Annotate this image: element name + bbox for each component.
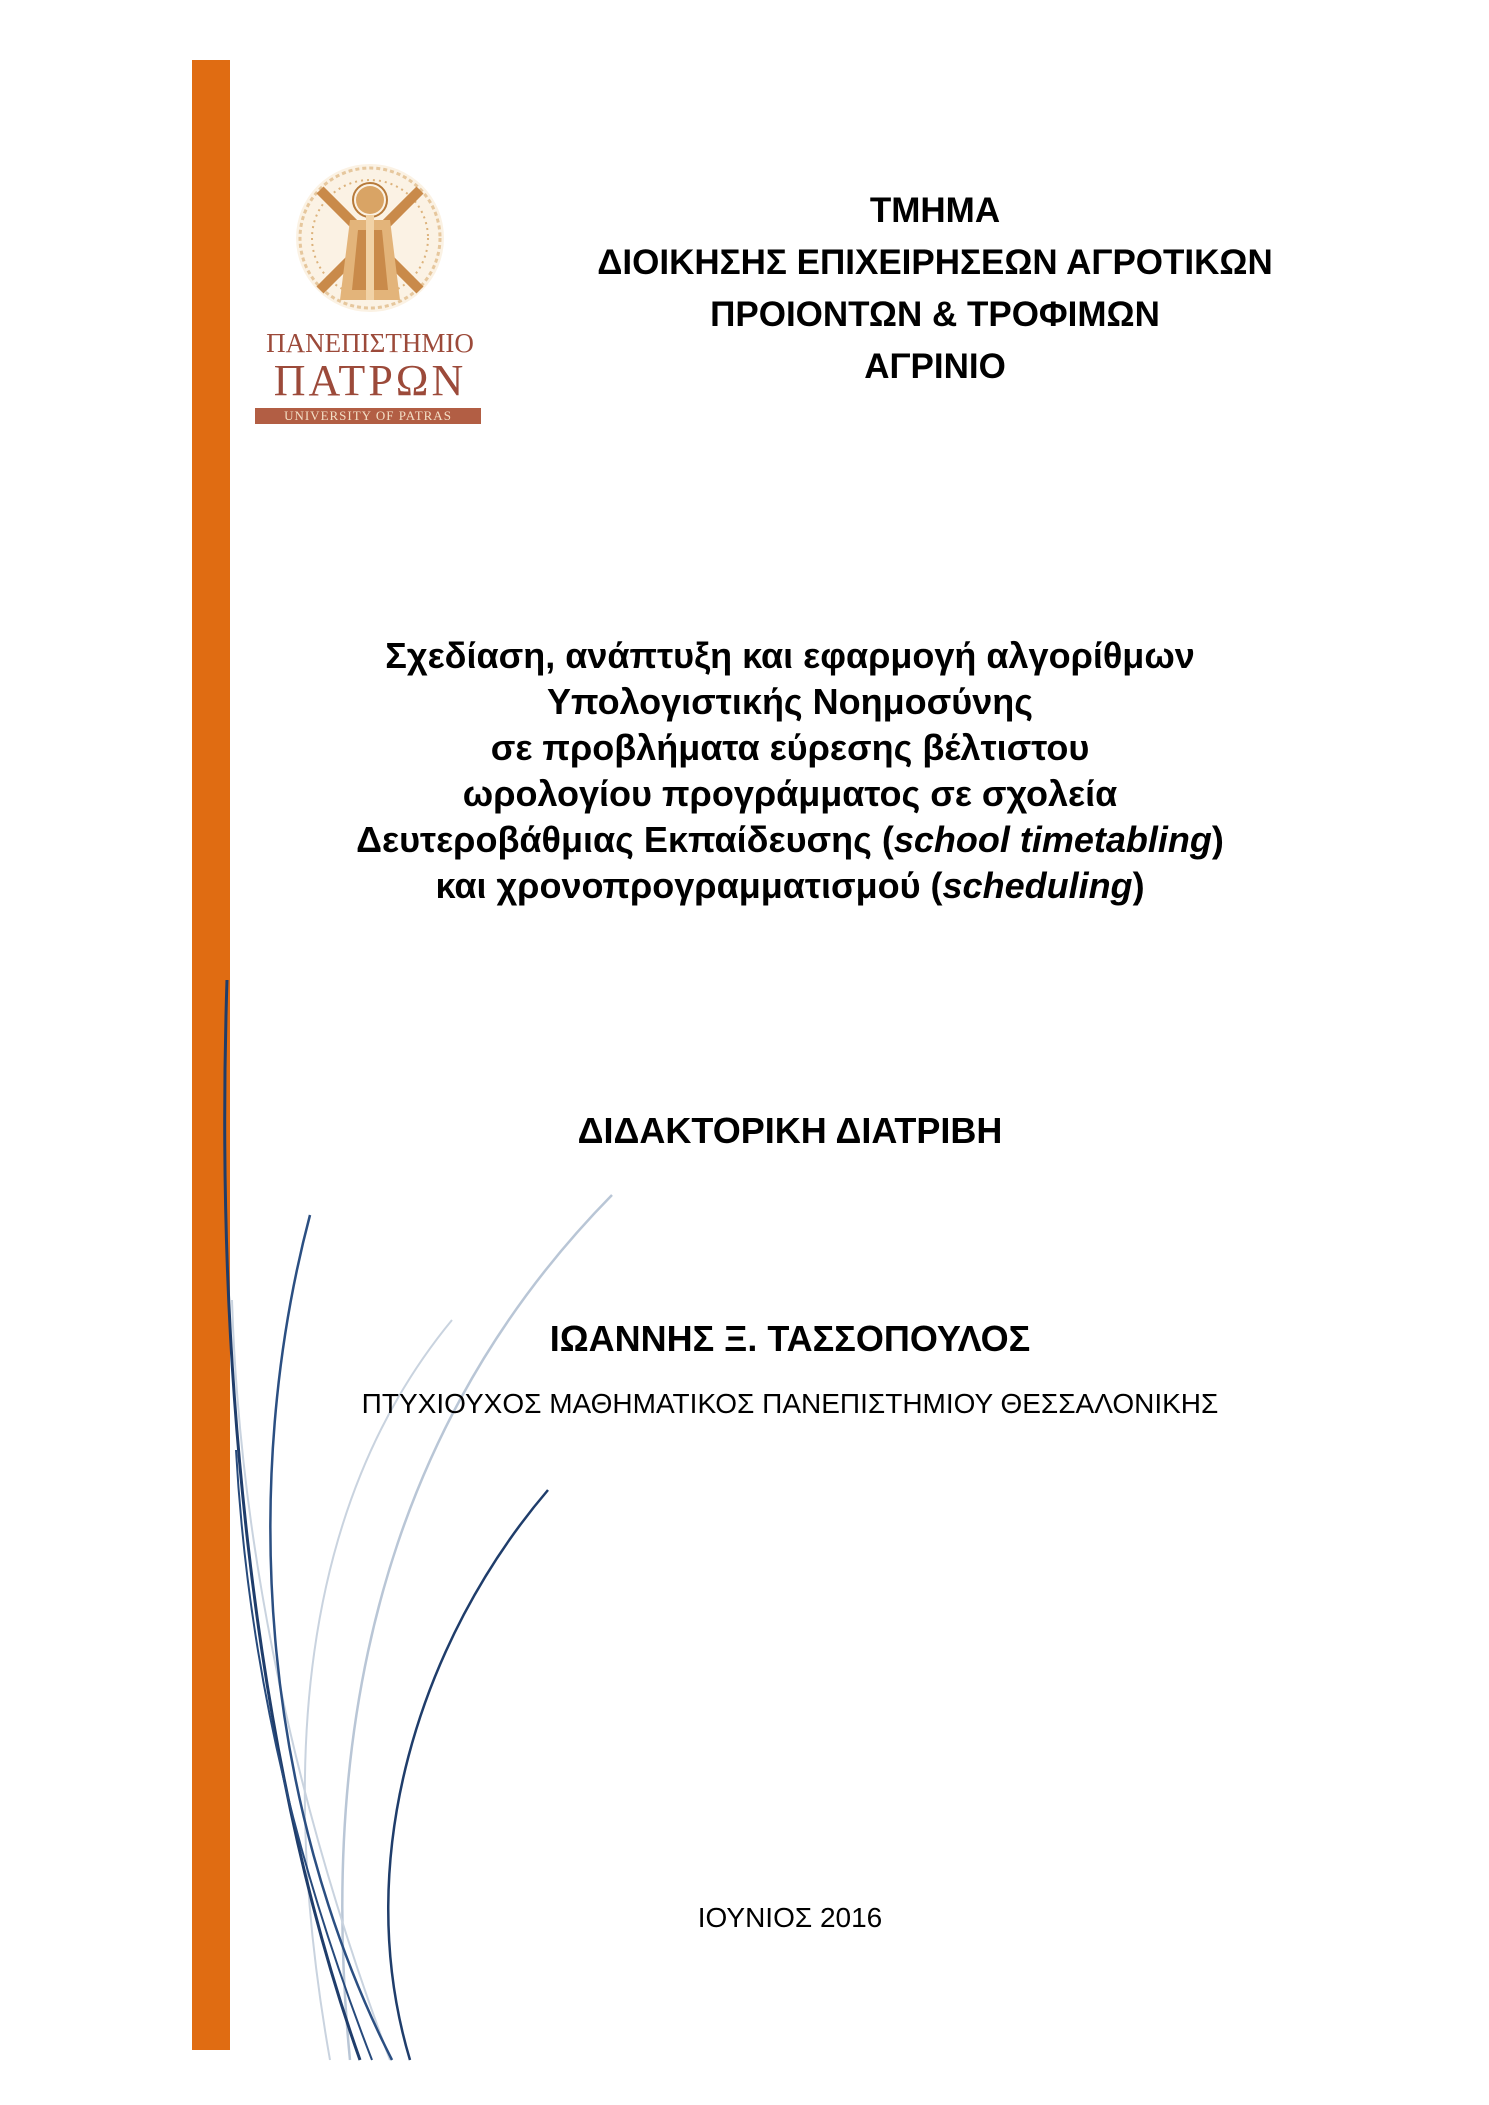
logo-text-greek-patras: ΠΑΤΡΩΝ [273,356,467,405]
logo-text-greek-university: ΠΑΝΕΠΙΣΤΗΜΙΟ [266,328,474,358]
title-line-5-close: ) [1211,819,1224,860]
author-degree: ΠΤΥΧΙΟΥΧΟΣ ΜΑΘΗΜΑΤΙΚΟΣ ΠΑΝΕΠΙΣΤΗΜΙΟΥ ΘΕΣΣΑΛΟΝΙΚΗΣ [361,1388,1219,1419]
title-line-6-text: και χρονοπρογραμματισμού ( [435,865,943,906]
swoosh-dark-1 [225,980,360,2060]
accent-bar [192,60,230,2050]
department-heading [540,185,1330,393]
title-line-1: Σχεδίαση, ανάπτυξη και εφαρμογή αλγορίθμων [385,635,1195,676]
title-line-3: σε προβλήματα εύρεσης βέλτιστου [490,727,1090,768]
logo-text-english: UNIVERSITY OF PATRAS [255,408,481,424]
title-line-2: Υπολογιστικής Νοημοσύνης [547,681,1033,722]
author-name: ΙΩΑΝΝΗΣ Ξ. ΤΑΣΣΟΠΟΥΛΟΣ [549,1318,1031,1359]
department-line-1: ΤΜΗΜΑ [869,191,1001,230]
university-logo [250,160,490,423]
department-line-4: ΑΓΡΙΝΙΟ [864,347,1006,386]
title-line-5-text: Δευτεροβάθμιας Εκπαίδευσης ( [356,819,894,860]
university-seal-icon [250,160,490,330]
title-line-5 [300,817,1280,863]
title-line-4: ωρολογίου προγράμματος σε σχολεία [462,773,1118,814]
publication-date: ΙΟΥΝΙΟΣ 2016 [697,1902,883,1933]
title-line-6-italic: scheduling [942,865,1133,906]
title-line-6 [300,863,1280,909]
swoosh-dark-2 [270,1215,392,2060]
title-line-5-italic: school timetabling [893,819,1212,860]
thesis-title [300,633,1280,909]
swoosh-dark-3 [388,1490,548,2060]
title-line-6-close: ) [1132,865,1145,906]
department-line-3: ΠΡΟΙΟΝΤΩΝ & ΤΡΟΦΙΜΩΝ [710,295,1160,334]
swoosh-light-2 [305,1320,452,2060]
thesis-type: ΔΙΔΑΚΤΟΡΙΚΗ ΔΙΑΤΡΙΒΗ [577,1110,1003,1151]
department-line-2: ΔΙΟΙΚΗΣΗΣ ΕΠΙΧΕΙΡΗΣΕΩΝ ΑΓΡΟΤΙΚΩΝ [597,243,1273,282]
swoosh-dark-4 [236,1450,372,2060]
